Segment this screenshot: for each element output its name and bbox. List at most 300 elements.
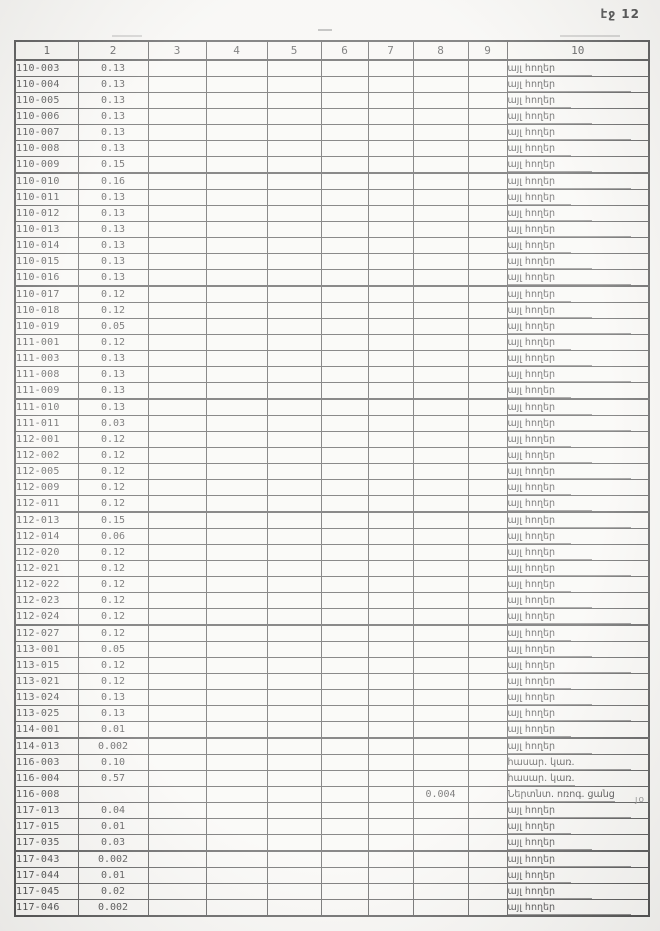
cadastre-code-cell: 110-018 [15,303,78,319]
cadastre-code-cell: 113-024 [15,690,78,706]
empty-cell [468,900,507,917]
land-type-cell [507,496,649,513]
land-type-text: այլ հողեր [508,610,632,624]
column-header-2: 2 [78,41,148,60]
empty-cell [321,529,368,545]
column8-value-cell [413,884,468,900]
table-row [15,351,649,367]
empty-cell [468,141,507,157]
land-type-text: այլ հողեր [508,449,592,463]
empty-cell [148,787,206,803]
empty-cell [368,738,413,755]
land-type-text: այլ հողեր [508,191,571,205]
area-value-cell: 0.13 [78,270,148,287]
empty-cell [267,190,321,206]
table-row [15,900,649,917]
cadastre-code-cell: 111-010 [15,399,78,416]
empty-cell [321,642,368,658]
empty-cell [468,480,507,496]
empty-cell [148,851,206,868]
table-row [15,238,649,254]
column8-value-cell [413,286,468,303]
empty-cell [368,173,413,190]
empty-cell [468,464,507,480]
empty-cell [321,738,368,755]
area-value-cell: 0.12 [78,448,148,464]
empty-cell [206,286,267,303]
area-value-cell: 0.13 [78,690,148,706]
empty-cell [148,286,206,303]
area-value-cell: 0.12 [78,658,148,674]
column8-value-cell [413,642,468,658]
column8-value-cell [413,190,468,206]
empty-cell [468,771,507,787]
column8-value-cell [413,464,468,480]
column8-value-cell [413,480,468,496]
empty-cell [468,529,507,545]
column-header-5: 5 [267,41,321,60]
land-type-cell [507,125,649,141]
column8-value-cell [413,206,468,222]
empty-cell [148,77,206,93]
cadastre-code-cell: 116-004 [15,771,78,787]
area-value-cell: 0.01 [78,722,148,739]
area-value-cell: 0.12 [78,303,148,319]
area-value-cell: 0.12 [78,625,148,642]
land-type-text: այլ հողեր [508,126,632,140]
empty-cell [321,900,368,917]
land-type-text: այլ հողեր [508,594,592,608]
column8-value-cell [413,93,468,109]
land-type-cell [507,77,649,93]
empty-cell [206,593,267,609]
column8-value-cell [413,771,468,787]
column8-value-cell [413,658,468,674]
empty-cell [468,416,507,432]
empty-cell [267,496,321,513]
empty-cell [148,609,206,626]
empty-cell [468,432,507,448]
area-value-cell: 0.12 [78,593,148,609]
empty-cell [321,674,368,690]
empty-cell [206,270,267,287]
land-type-text: այլ հողեր [508,836,592,850]
cadastre-code-cell: 110-011 [15,190,78,206]
land-type-text: այլ հողեր [508,723,571,737]
land-type-cell [507,254,649,270]
empty-cell [148,93,206,109]
column8-value-cell [413,238,468,254]
empty-cell [321,884,368,900]
empty-cell [148,206,206,222]
cadastre-code-cell: 111-001 [15,335,78,351]
area-value-cell: 0.002 [78,900,148,917]
empty-cell [148,625,206,642]
empty-cell [468,399,507,416]
cadastre-code-cell: 112-001 [15,432,78,448]
empty-cell [368,706,413,722]
column8-value-cell [413,335,468,351]
empty-cell [321,254,368,270]
land-type-cell [507,819,649,835]
area-value-cell: 0.13 [78,125,148,141]
empty-cell [468,625,507,642]
empty-cell [468,222,507,238]
table-row [15,835,649,852]
column8-value-cell [413,868,468,884]
empty-cell [206,303,267,319]
land-type-text: այլ հողեր [508,304,592,318]
empty-cell [368,319,413,335]
area-value-cell: 0.12 [78,464,148,480]
area-value-cell: 0.13 [78,254,148,270]
empty-cell [148,642,206,658]
cadastre-code-cell: 117-045 [15,884,78,900]
land-type-cell [507,884,649,900]
empty-cell [206,803,267,819]
empty-cell [148,448,206,464]
land-type-text: այլ հողեր [508,401,592,415]
land-type-cell [507,416,649,432]
empty-cell [206,755,267,771]
empty-cell [267,335,321,351]
empty-cell [148,367,206,383]
empty-cell [321,190,368,206]
empty-cell [468,303,507,319]
empty-cell [321,383,368,400]
land-type-cell [507,399,649,416]
empty-cell [267,383,321,400]
land-type-text: այլ հողեր [508,578,571,592]
empty-cell [368,642,413,658]
land-type-cell [507,303,649,319]
empty-cell [206,335,267,351]
empty-cell [368,819,413,835]
empty-cell [148,561,206,577]
empty-cell [148,335,206,351]
area-value-cell: 0.15 [78,512,148,529]
column8-value-cell [413,351,468,367]
empty-cell [148,803,206,819]
area-value-cell: 0.10 [78,755,148,771]
empty-cell [148,141,206,157]
empty-cell [468,851,507,868]
empty-cell [267,787,321,803]
empty-cell [148,577,206,593]
empty-cell [267,577,321,593]
empty-cell [368,545,413,561]
land-type-text: այլ հողեր [508,901,632,915]
empty-cell [321,173,368,190]
table-row [15,512,649,529]
land-type-text: այլ հողեր [508,643,592,657]
table-row [15,399,649,416]
area-value-cell: 0.12 [78,577,148,593]
column8-value-cell [413,819,468,835]
table-row [15,868,649,884]
cadastre-code-cell: 111-011 [15,416,78,432]
empty-cell [267,448,321,464]
empty-cell [368,351,413,367]
cadastre-code-cell: 117-046 [15,900,78,917]
empty-cell [368,367,413,383]
cadastre-code-cell: 116-008 [15,787,78,803]
empty-cell [468,819,507,835]
column-header-10: 10 [507,41,649,60]
empty-cell [368,190,413,206]
empty-cell [148,157,206,174]
table-row [15,270,649,287]
cadastre-code-cell: 110-008 [15,141,78,157]
cadastre-code-cell: 112-027 [15,625,78,642]
empty-cell [206,173,267,190]
empty-cell [267,303,321,319]
land-type-cell [507,60,649,77]
empty-cell [148,60,206,77]
cadastre-code-cell: 110-014 [15,238,78,254]
empty-cell [148,496,206,513]
cadastre-code-cell: 112-023 [15,593,78,609]
empty-cell [468,286,507,303]
empty-cell [206,319,267,335]
area-value-cell: 0.13 [78,706,148,722]
column8-value-cell [413,835,468,852]
empty-cell [206,787,267,803]
table-row [15,125,649,141]
table-row [15,755,649,771]
empty-cell [368,771,413,787]
empty-cell [148,125,206,141]
empty-cell [206,835,267,852]
table-row [15,319,649,335]
empty-cell [206,819,267,835]
empty-cell [368,254,413,270]
table-row [15,448,649,464]
land-type-text: այլ հողեր [508,175,632,189]
column8-value-cell [413,625,468,642]
empty-cell [267,512,321,529]
empty-cell [468,335,507,351]
table-row [15,464,649,480]
land-type-cell [507,383,649,400]
land-type-cell [507,480,649,496]
land-type-cell [507,722,649,739]
land-type-text: այլ հողեր [508,675,571,689]
empty-cell [148,674,206,690]
land-type-text: այլ հողեր [508,158,592,172]
empty-cell [368,480,413,496]
area-value-cell: 0.16 [78,173,148,190]
land-type-cell [507,448,649,464]
empty-cell [148,884,206,900]
empty-cell [267,561,321,577]
empty-cell [267,480,321,496]
cadastre-code-cell: 117-044 [15,868,78,884]
empty-cell [206,254,267,270]
empty-cell [321,545,368,561]
cadastre-code-cell: 112-002 [15,448,78,464]
empty-cell [321,93,368,109]
empty-cell [321,819,368,835]
empty-cell [321,561,368,577]
empty-cell [321,577,368,593]
empty-cell [148,593,206,609]
empty-cell [368,464,413,480]
empty-cell [206,642,267,658]
empty-cell [468,787,507,803]
empty-cell [206,93,267,109]
empty-cell [206,738,267,755]
land-type-text: այլ հողեր [508,546,592,560]
column8-value-cell [413,706,468,722]
table-row [15,367,649,383]
empty-cell [267,851,321,868]
empty-cell [206,190,267,206]
empty-cell [267,464,321,480]
empty-cell [321,658,368,674]
empty-cell [267,60,321,77]
column-header-1: 1 [15,41,78,60]
empty-cell [368,755,413,771]
column-header-8: 8 [413,41,468,60]
empty-cell [368,674,413,690]
empty-cell [468,254,507,270]
column8-value-cell [413,173,468,190]
cadastre-code-cell: 112-022 [15,577,78,593]
empty-cell [148,835,206,852]
land-type-text: այլ հողեր [508,627,571,641]
column8-value-cell [413,303,468,319]
column8-value-cell [413,109,468,125]
empty-cell [148,270,206,287]
column-header-9: 9 [468,41,507,60]
land-type-cell [507,593,649,609]
land-type-cell [507,835,649,852]
empty-cell [148,868,206,884]
empty-cell [267,545,321,561]
cadastre-code-cell: 110-006 [15,109,78,125]
area-value-cell: 0.13 [78,367,148,383]
cadastre-code-cell: 112-011 [15,496,78,513]
column-header-6: 6 [321,41,368,60]
table-row [15,383,649,400]
empty-cell [368,851,413,868]
land-type-cell [507,109,649,125]
empty-cell [267,738,321,755]
area-value-cell: 0.02 [78,884,148,900]
empty-cell [148,351,206,367]
empty-cell [321,722,368,739]
empty-cell [368,561,413,577]
empty-cell [148,755,206,771]
empty-cell [267,819,321,835]
empty-cell [321,448,368,464]
land-type-cell [507,335,649,351]
land-type-text: այլ հողեր [508,433,571,447]
land-type-text: այլ հողեր [508,707,632,721]
column8-value-cell [413,60,468,77]
empty-cell [468,125,507,141]
empty-cell [267,238,321,254]
area-value-cell: 0.002 [78,738,148,755]
table-row [15,545,649,561]
empty-cell [321,416,368,432]
area-value-cell: 0.03 [78,416,148,432]
column8-value-cell [413,851,468,868]
land-type-text: այլ հողեր [508,62,592,76]
area-value-cell: 0.12 [78,480,148,496]
land-type-cell [507,157,649,174]
table-row [15,254,649,270]
land-type-cell [507,238,649,254]
empty-cell [368,884,413,900]
land-type-cell [507,545,649,561]
land-type-cell [507,609,649,626]
empty-cell [321,593,368,609]
column8-value-cell [413,545,468,561]
empty-cell [267,173,321,190]
empty-cell [468,706,507,722]
empty-cell [368,625,413,642]
empty-cell [368,529,413,545]
column8-value-cell [413,141,468,157]
cadastre-code-cell: 117-035 [15,835,78,852]
empty-cell [206,416,267,432]
empty-cell [321,238,368,254]
empty-cell [468,658,507,674]
empty-cell [206,771,267,787]
table-row [15,771,649,787]
empty-cell [321,109,368,125]
empty-cell [321,690,368,706]
scan-artifact [560,35,620,37]
area-value-cell: 0.03 [78,835,148,852]
empty-cell [267,270,321,287]
land-type-cell [507,771,649,787]
empty-cell [321,706,368,722]
land-type-text: այլ հողեր [508,207,592,221]
empty-cell [468,561,507,577]
cadastre-code-cell: 117-013 [15,803,78,819]
cadastre-code-cell: 113-025 [15,706,78,722]
cadastre-code-cell: 110-019 [15,319,78,335]
empty-cell [368,206,413,222]
land-type-cell [507,319,649,335]
cadastre-code-cell: 112-020 [15,545,78,561]
empty-cell [321,319,368,335]
empty-cell [206,545,267,561]
column8-value-cell [413,755,468,771]
land-type-text: այլ հողեր [508,142,571,156]
column8-value-cell [413,512,468,529]
empty-cell [368,238,413,254]
empty-cell [267,141,321,157]
column8-value-cell [413,416,468,432]
land-type-text: այլ հողեր [508,497,592,511]
empty-cell [368,303,413,319]
land-type-cell [507,270,649,287]
table-row [15,157,649,174]
land-type-text: այլ հողեր [508,659,632,673]
column8-value-cell [413,125,468,141]
empty-cell [206,868,267,884]
cadastre-code-cell: 110-015 [15,254,78,270]
empty-cell [206,658,267,674]
empty-cell [148,512,206,529]
column8-value-cell [413,383,468,400]
area-value-cell: 0.13 [78,206,148,222]
empty-cell [321,270,368,287]
